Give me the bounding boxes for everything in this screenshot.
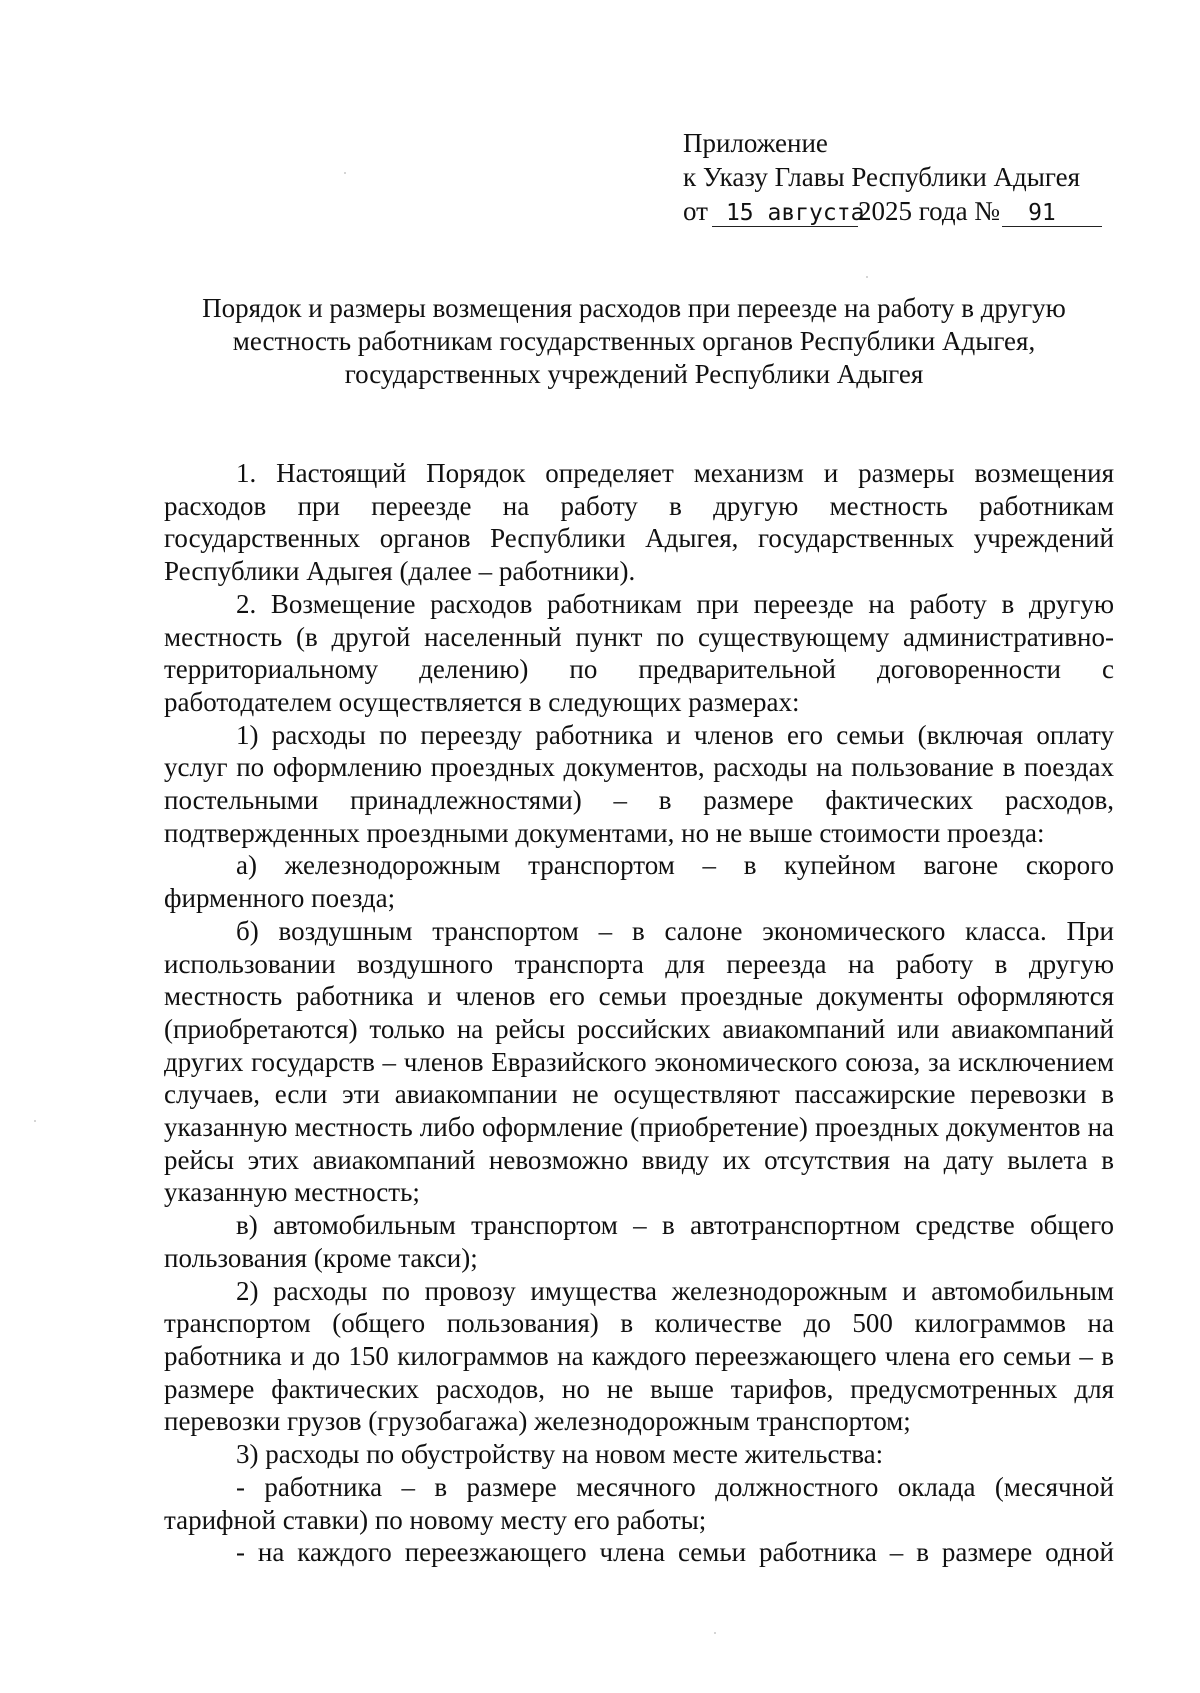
appendix-year-text: 2025 года № bbox=[857, 196, 1001, 226]
appendix-number-value: 91 bbox=[1002, 200, 1102, 227]
paragraph-4: а) железнодорожным транспортом – в купейном вагоне скорого фирменного поезда; bbox=[164, 850, 1114, 914]
paragraph-9: - работника – в размере месячного должностного оклада (месячной тарифной ставки) по новому месту его работы; bbox=[164, 1471, 1114, 1535]
appendix-reference: к Указу Главы Республики Адыгея bbox=[683, 162, 1081, 192]
paragraph-5: б) воздушным транспортом – в салоне экономического класса. При использовании воздушного транспорта для переезда на работу в другую местность работника и членов его семьи проездные документы оформляются (приобретаются) только на рейсы российских авиакомпаний или авиакомпаний других государств – членов Евразийского экономического союза, за исключением случаев, если эти авиакомпании не осуществляют пассажирские перевозки в указанную местность либо оформление (приобретение) проездных документов на рейсы этих авиакомпаний невозможно ввиду их отсутствия на дату вылета в указанную местность; bbox=[164, 915, 1114, 1208]
appendix-title: Приложение bbox=[683, 128, 828, 158]
appendix-date-line bbox=[683, 194, 1102, 228]
appendix-from-label: от bbox=[683, 196, 708, 226]
paragraph-3: 1) расходы по переезду работника и членов его семьи (включая оплату услуг по оформлению проездных документов, расходы на пользование в поездах постельными принадлежностями) – в размере фактических расходов, подтвержденных проездными документами, но не выше стоимости проезда: bbox=[164, 719, 1114, 848]
paragraph-1: 1. Настоящий Порядок определяет механизм и размеры возмещения расходов при переезде на работу в другую местность работникам государственных органов Республики Адыгея, государственных учреждений Республики Адыгея (далее – работники). bbox=[164, 458, 1114, 587]
appendix-date-value: 15 августа bbox=[712, 200, 858, 227]
appendix-header bbox=[683, 126, 1102, 228]
scan-speck bbox=[34, 1120, 36, 1122]
document-body bbox=[164, 457, 1114, 1569]
scan-speck bbox=[866, 276, 868, 278]
paragraph-6: в) автомобильным транспортом – в автотранспортном средстве общего пользования (кроме такси); bbox=[164, 1210, 1114, 1273]
paragraph-8: 3) расходы по обустройству на новом месте жительства: bbox=[236, 1439, 884, 1470]
title-line-3: государственных учреждений Республики Адыгея bbox=[344, 359, 924, 389]
document-title bbox=[160, 292, 1108, 391]
scan-speck bbox=[344, 172, 346, 174]
paragraph-7: 2) расходы по провозу имущества железнодорожным и автомобильным транспортом (общего пользования) в количестве до 500 килограммов на работника и до 150 килограммов на каждого переезжающего члена его семьи – в размере фактических расходов, но не выше тарифов, предусмотренных для перевозки грузов (грузобагажа) железнодорожным транспортом; bbox=[164, 1275, 1114, 1437]
paragraph-10: - на каждого переезжающего члена семьи работника – в размере одной bbox=[236, 1537, 1114, 1568]
title-line-1: Порядок и размеры возмещения расходов при переезде на работу в другую bbox=[202, 293, 1066, 323]
title-line-2: местность работникам государственных органов Республики Адыгея, bbox=[232, 326, 1036, 356]
paragraph-2: 2. Возмещение расходов работникам при переезде на работу в другую местность (в другой населенный пункт по существующему административно-территориальному делению) по предварительной договоренности с работодателем осуществляется в следующих размерах: bbox=[164, 588, 1114, 717]
scan-speck bbox=[714, 1632, 716, 1634]
